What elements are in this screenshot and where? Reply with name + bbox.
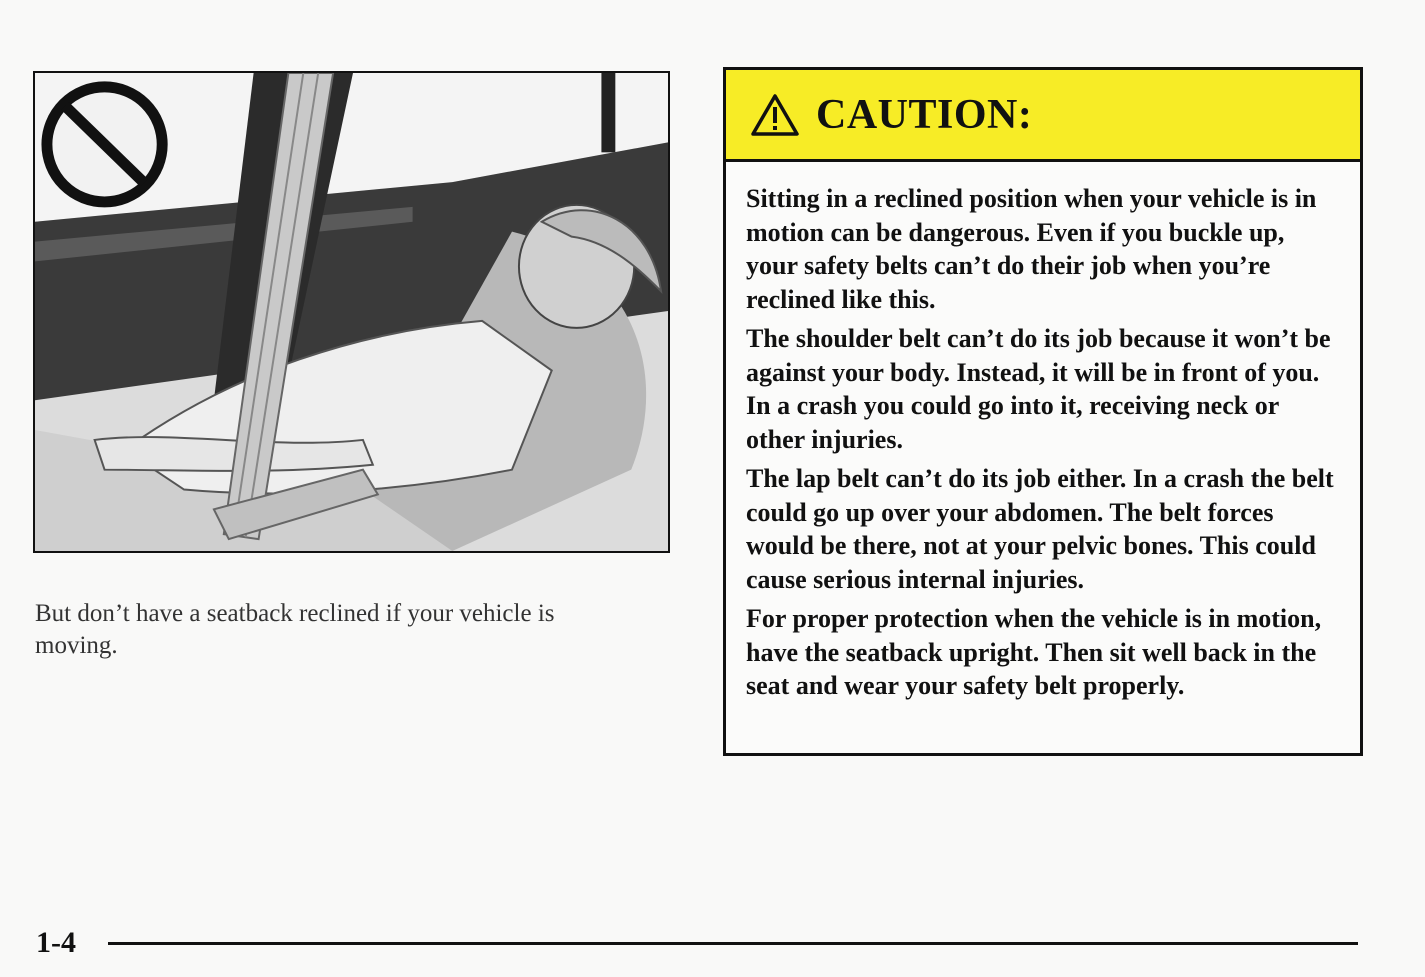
caution-box xyxy=(723,67,1363,756)
caution-header xyxy=(726,70,1360,162)
body-paragraph: But don’t have a seatback reclined if your vehicle is moving. xyxy=(35,600,555,659)
caution-paragraph: The lap belt can’t do its job either. In a crash the belt could go up over your abdomen. The belt forces would be there, not at your pelvic bones. This could cause serious internal injuries. xyxy=(746,464,1334,594)
caution-title: CAUTION: xyxy=(816,91,1033,138)
warning-triangle-icon xyxy=(750,93,800,137)
page-number: 1-4 xyxy=(36,926,76,959)
caution-paragraph: The shoulder belt can’t do its job because it won’t be against your body. Instead, it will be in front of you. In a crash you could go into it, receiving neck or other injuries. xyxy=(746,324,1331,454)
reclined-passenger-illustration xyxy=(33,71,670,553)
reclined-seat-drawing xyxy=(35,73,668,551)
caution-body xyxy=(726,162,1360,703)
caution-paragraph: For proper protection when the vehicle is in motion, have the seatback upright. Then sit well back in the seat and wear your safety belt properly. xyxy=(746,604,1322,700)
caution-paragraph: Sitting in a reclined position when your vehicle is in motion can be dangerous. Even if you buckle up, your safety belts can’t do their job when you’re reclined like this. xyxy=(746,184,1317,314)
footer-rule xyxy=(108,942,1358,945)
prohibited-icon xyxy=(47,87,162,202)
